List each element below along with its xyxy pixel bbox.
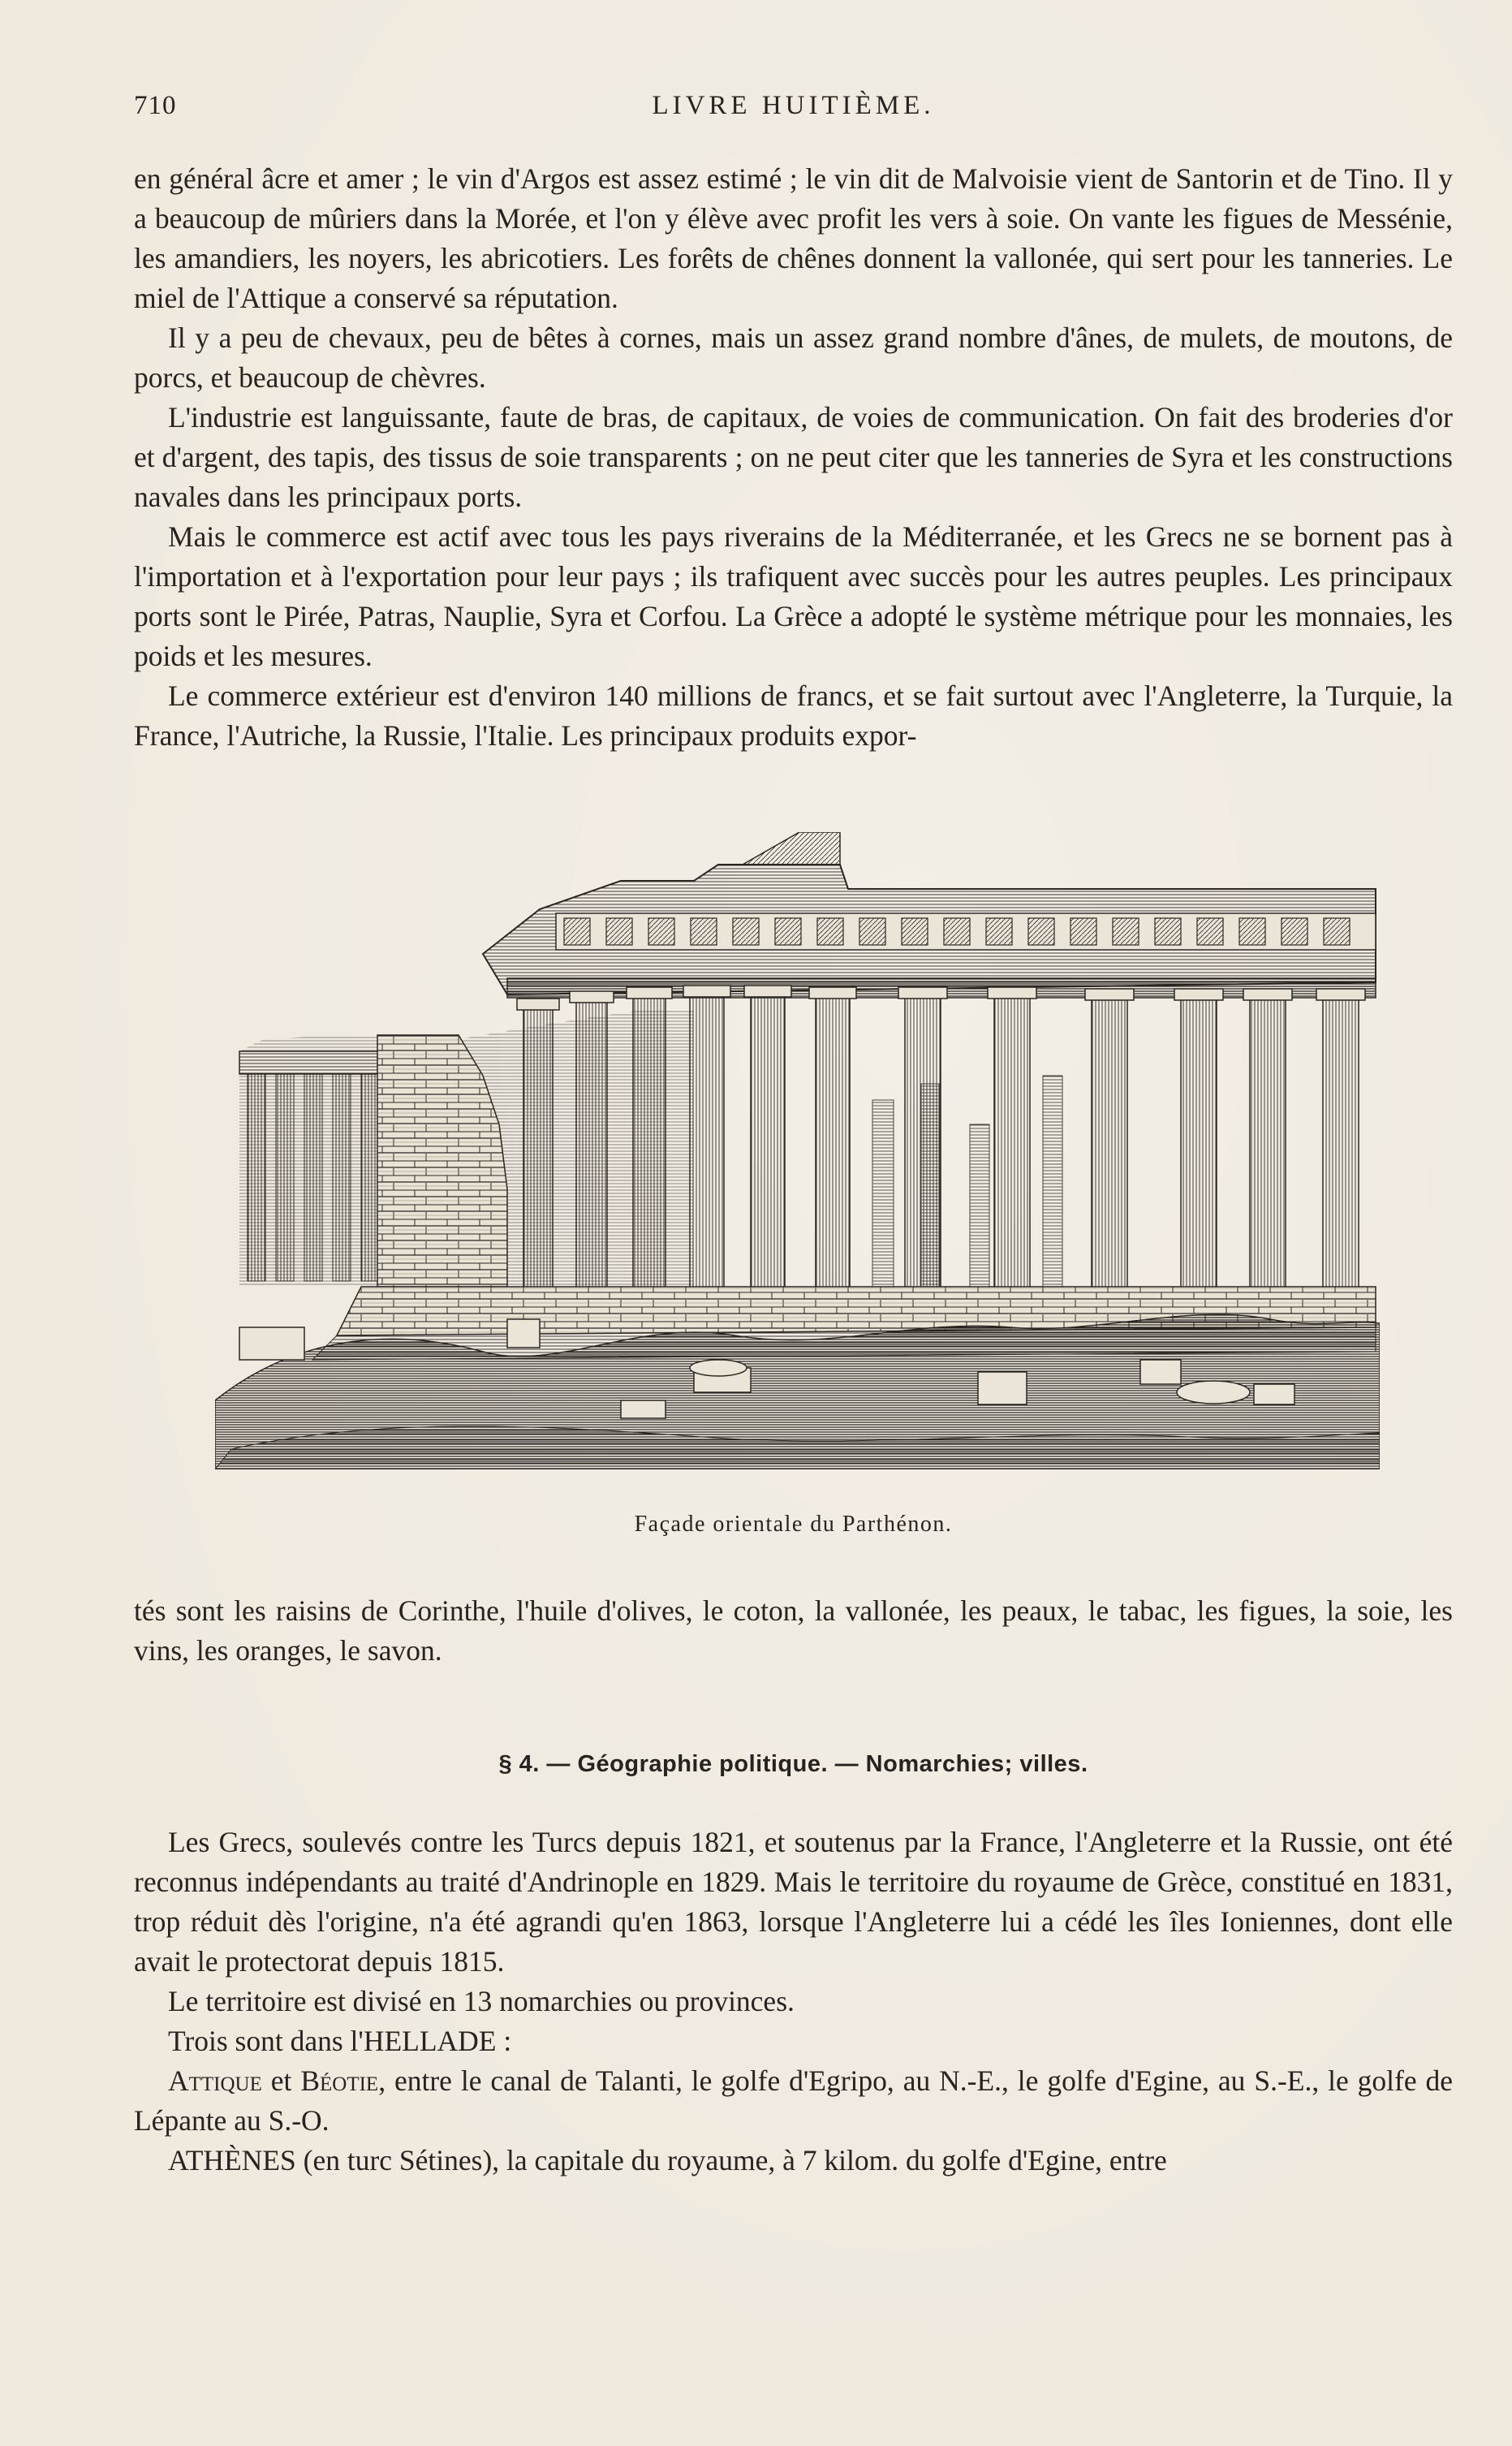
- text-block-top: [134, 159, 1453, 756]
- text-block-middle: [134, 1591, 1453, 1671]
- text-block-bottom: [134, 1823, 1453, 2181]
- section-heading: § 4. — Géographie politique. — Nomarchies; villes.: [498, 1751, 1088, 1777]
- parthenon-illustration-icon: [215, 832, 1380, 1469]
- paragraph-hellade: Trois sont dans l'HELLADE :: [168, 2025, 512, 2057]
- region-description: , entre le canal de Talanti, le golfe d'Egripo, au N.-E., le golfe d'Egine, au S.-E., le golfe de Lépante au S.-O.: [134, 2064, 1453, 2137]
- running-head: [134, 91, 1453, 135]
- parthenon-engraving: [215, 832, 1380, 1469]
- paragraph-livestock: Il y a peu de chevaux, peu de bêtes à cornes, mais un assez grand nombre d'ânes, de mulets, de moutons, de porcs, et beaucoup de chèvres.: [134, 321, 1453, 394]
- paragraph-attique: [134, 2061, 1453, 2141]
- figure-caption: Façade orientale du Parthénon.: [634, 1512, 953, 1537]
- paragraph-athenes: ATHÈNES (en turc Sétines), la capitale du royaume, à 7 kilom. du golfe d'Egine, entre: [168, 2144, 1167, 2176]
- paragraph-industry: L'industrie est languissante, faute de bras, de capitaux, de voies de communication. On fait des broderies d'or et d'argent, des tapis, des tissus de soie transparents ; on ne peut citer que les tanneries de Syra et les constructions navales dans les principaux ports.: [134, 401, 1453, 513]
- paragraph-commerce: Mais le commerce est actif avec tous les pays riverains de la Méditerranée, et les Grecs ne se bornent pas à l'importation et à l'exportation pour leur pays ; ils trafiquent avec succès pour les autres peuples. Les principaux ports sont le Pirée, Patras, Nauplie, Syra et Corfou. La Grèce a adopté le système métrique pour les monnaies, les poids et les mesures.: [134, 520, 1453, 672]
- paragraph-agriculture: en général âcre et amer ; le vin d'Argos est assez estimé ; le vin dit de Malvoisie vient de Santorin et de Tino. Il y a beaucoup de mûriers dans la Morée, et l'on y élève avec profit les vers à soie. On vante les figues de Messénie, les amandiers, les noyers, les abricotiers. Les forêts de chênes donnent la vallonée, qui sert pour les tanneries. Le miel de l'Attique a conservé sa réputation.: [134, 162, 1453, 314]
- region-name-beotie: Béotie: [300, 2064, 379, 2097]
- paragraph-independence: Les Grecs, soulevés contre les Turcs depuis 1821, et soutenus par la France, l'Angleterre et la Russie, ont été reconnus indépendants au traité d'Andrinople en 1829. Mais le territoire du royaume de Grèce, constitué en 1831, trop réduit dès l'origine, n'a été agrandi qu'en 1863, lorsque l'Angleterre lui a cédé les îles Ioniennes, dont elle avait le protectorat depuis 1815.: [134, 1826, 1453, 1978]
- paragraph-foreign-trade: Le commerce extérieur est d'environ 140 millions de francs, et se fait surtout avec l'Angleterre, la Turquie, la France, l'Autriche, la Russie, l'Italie. Les principaux produits expor-: [134, 679, 1453, 752]
- conjunction-text: et: [261, 2064, 301, 2097]
- running-title: LIVRE HUITIÈME.: [652, 91, 935, 120]
- region-name-attique: Attique: [168, 2064, 262, 2097]
- page-number: 710: [134, 91, 177, 120]
- paragraph-nomarchies: Le territoire est divisé en 13 nomarchies ou provinces.: [168, 1985, 795, 2017]
- paragraph-exports: tés sont les raisins de Corinthe, l'huile d'olives, le coton, la vallonée, les peaux, le tabac, les figues, la soie, les vins, les oranges, le savon.: [134, 1594, 1453, 1667]
